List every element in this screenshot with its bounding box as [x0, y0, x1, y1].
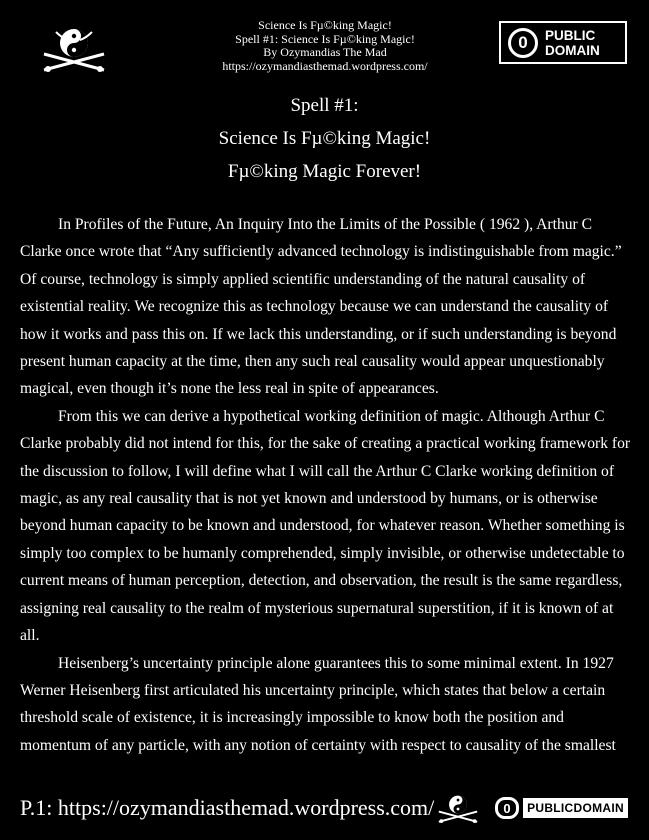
footer-page-label: P.1: https://ozymandiasthemad.wordpress.com/: [20, 795, 435, 820]
public-domain-label: PUBLIC DOMAIN: [545, 27, 600, 58]
spell-number: Spell #1:: [290, 95, 359, 116]
title-block: [0, 89, 649, 188]
header-author: By Ozymandias The Mad: [263, 45, 387, 59]
paragraph: From this we can derive a hypothetical working definition of magic. Although Arthur C Clarke probably did not intend for this, for the sake of creating a practical working framework for the discussion to follow, I will define what I will call the Arthur C Clarke working definition of magic, as any real causality that is not yet known and understood by humans, or is otherwise beyond human capacity to be known and understood, for whatever reason. Whether something is simply too complex to be humanly comprehended, simply invisible, or otherwise undetectable to current means of human perception, detection, and observation, the result is the same regardless, assigning real causality to the realm of mysterious supernatural superstition, if it is known of at all.: [20, 407, 631, 645]
paragraph: In Profiles of the Future, An Inquiry Into the Limits of the Possible ( 1962 ), Arthur C Clarke once wrote that “Any sufficiently advanced technology is indistinguishable from magic.” Of course, technology is simply applied scientific understanding of the natural causality of existential reality. We recognize this as technology because we can understand the causality of how it works and pass this on. If we lack this understanding, or if such understanding is beyond present human capacity at the time, then any such real causality would appear unquestionably magical, even though it’s none the less real in spite of appearances.: [20, 216, 622, 398]
public-domain-icon: 0: [508, 28, 538, 58]
footer-yin-yang-logo: [435, 793, 481, 825]
page-title: Science Is Fµ©king Magic!: [218, 128, 431, 149]
body-text: [20, 211, 632, 759]
header-url: https://ozymandiasthemad.wordpress.com/: [222, 58, 428, 73]
public-domain-icon: 0: [495, 797, 519, 819]
public-domain-badge: [499, 21, 627, 64]
header-spell-title: Spell #1: Science Is Fµ©king Magic!: [235, 31, 415, 46]
document-header: [160, 19, 490, 73]
header-series-title: Science Is Fµ©king Magic!: [258, 18, 392, 32]
footer-public-domain-badge: [495, 797, 628, 819]
paragraph: Heisenberg’s uncertainty principle alone guarantees this to some minimal extent. In 1927 Werner Heisenberg first articulated his uncertainty principle, which states that below a certain threshold scale of existence, it is increasingly impossible to know both the position and momentum of any particle, with any notion of certainty with respect to causality of the smallest: [20, 654, 616, 754]
yin-yang-crossed-swords-logo: [38, 26, 110, 74]
page-subtitle: Fµ©king Magic Forever!: [227, 161, 422, 182]
public-domain-label: PUBLICDOMAIN: [523, 798, 628, 818]
